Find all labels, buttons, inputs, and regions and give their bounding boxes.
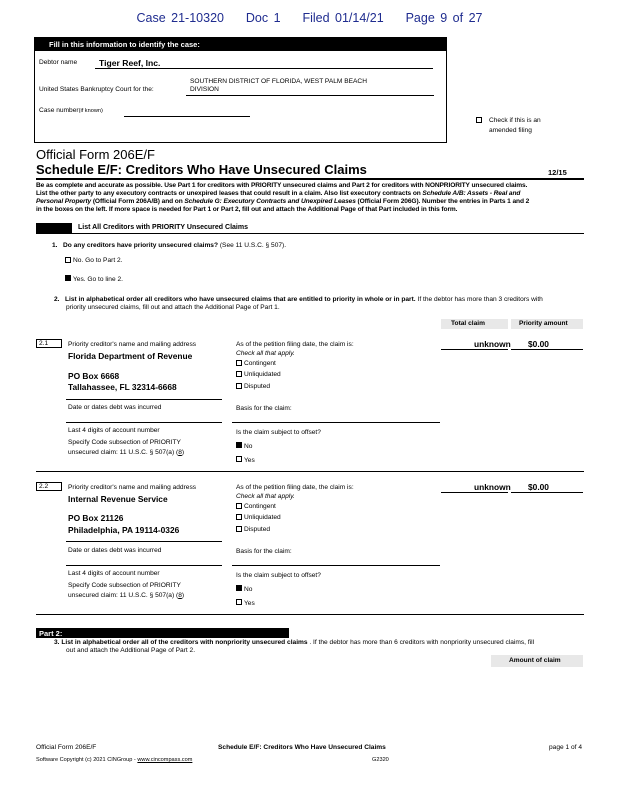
offset-no-label: No — [244, 443, 253, 450]
form-revision: 12/15 — [548, 168, 567, 177]
amended-filing-label-1: Check if this is an — [489, 117, 541, 124]
intro-line-4: in the boxes on the left. If more space is needed for Part 1 or Part 2, fill out and attach the Additional Page of that Part included in this form. — [36, 206, 458, 213]
disputed-checkbox[interactable] — [236, 383, 242, 389]
q1-no-checkbox[interactable] — [65, 257, 71, 263]
part1-bar — [36, 223, 72, 233]
creditor-separator — [36, 614, 584, 615]
intro-line-1: Be as complete and accurate as possible. Use Part 1 for creditors with PRIORITY unsecured claims and Part 2 for creditors with NONPRIORITY unsecured claims. — [36, 182, 528, 189]
part2-bar — [36, 628, 289, 638]
q1-no-label: No. Go to Part 2. — [73, 257, 123, 264]
part2-bar-label: Part 2: — [39, 629, 63, 638]
unliquidated-checkbox[interactable] — [236, 371, 242, 377]
code-subsection-line1: Specify Code subsection of PRIORITY — [68, 582, 181, 589]
court-value-line1: SOUTHERN DISTRICT OF FLORIDA, WEST PALM BEACH — [190, 78, 367, 85]
footer-code: G2320 — [372, 757, 389, 763]
filed-date-header: Filed 01/14/21 — [302, 11, 384, 25]
amended-filing-label-2: amended filing — [489, 127, 532, 134]
total-claim-rule — [441, 349, 508, 350]
part1-heading: List All Creditors with PRIORITY Unsecured Claims — [78, 224, 248, 231]
priority-amount-rule — [511, 349, 583, 350]
creditor-address-1: PO Box 21126 — [68, 513, 124, 523]
creditor-name-label: Priority creditor's name and mailing address — [68, 341, 197, 348]
creditor-number-box: 2.1 — [36, 339, 62, 348]
unliquidated-label: Unliquidated — [244, 371, 281, 378]
identify-case-bar — [35, 38, 446, 51]
question-1: 1. Do any creditors have priority unsecured claims? (See 11 U.S.C. § 507). — [52, 242, 287, 249]
priority-amount-value: $0.00 — [528, 339, 549, 349]
offset-no-checkbox[interactable] — [236, 585, 242, 591]
question-3-line1: 3. List in alphabetical order all of the creditors with nonpriority unsecured claims . If the debtor has more than 6 creditors with nonpriority unsecured claims, fill — [54, 639, 535, 646]
date-incurred-label: Date or dates debt was incurred — [68, 547, 162, 554]
total-claim-value: unknown — [474, 339, 511, 349]
basis-rule — [232, 422, 440, 423]
unliquidated-label: Unliquidated — [244, 514, 281, 521]
offset-yes-checkbox[interactable] — [236, 456, 242, 462]
code-subsection-line2: unsecured claim: 11 U.S.C. § 507(a) (8) — [68, 592, 185, 599]
footer-form-title: Schedule E/F: Creditors Who Have Unsecured Claims — [218, 744, 386, 751]
date-incurred-rule — [66, 422, 222, 423]
amended-filing-checkbox[interactable] — [476, 117, 482, 123]
creditor-address-rule — [66, 541, 222, 542]
creditor-name-label: Priority creditor's name and mailing address — [68, 484, 197, 491]
priority-amount-header: Priority amount — [519, 320, 568, 327]
priority-amount-value: $0.00 — [528, 482, 549, 492]
total-claim-header: Total claim — [451, 320, 485, 327]
basis-label: Basis for the claim: — [236, 405, 292, 412]
creditor-name: Florida Department of Revenue — [68, 351, 193, 361]
intro-line-2: List the other party to any executory contracts or unexpired leases that could result in a claim. Also list executory contracts on Schedule A/B: Assets - Real and — [36, 190, 521, 197]
contingent-label: Contingent — [244, 360, 276, 367]
creditor-address-rule — [66, 399, 222, 400]
form-title: Schedule E/F: Creditors Who Have Unsecured Claims — [36, 162, 367, 177]
footer-copyright: Software Copyright (c) 2021 CINGroup - www.cincompass.com — [36, 757, 193, 763]
identify-case-bar-label: Fill in this information to identify the case: — [49, 40, 200, 49]
disputed-label: Disputed — [244, 383, 271, 390]
footer-page-number: page 1 of 4 — [549, 744, 582, 751]
total-claim-value: unknown — [474, 482, 511, 492]
unliquidated-checkbox[interactable] — [236, 514, 242, 520]
debtor-name-value: Tiger Reef, Inc. — [99, 58, 161, 68]
q1-yes-label: Yes. Go to line 2. — [73, 276, 123, 283]
creditor-address-2: Tallahassee, FL 32314-6668 — [68, 382, 177, 392]
contingent-checkbox[interactable] — [236, 503, 242, 509]
offset-label: Is the claim subject to offset? — [236, 572, 321, 579]
priority-amount-rule — [511, 492, 583, 493]
disputed-checkbox[interactable] — [236, 526, 242, 532]
last4-label: Last 4 digits of account number — [68, 427, 160, 434]
debtor-name-label: Debtor name — [39, 59, 78, 66]
date-incurred-label: Date or dates debt was incurred — [68, 404, 162, 411]
code-subsection-line1: Specify Code subsection of PRIORITY — [68, 439, 181, 446]
question-3-line2: out and attach the Additional Page of Part 2. — [66, 647, 196, 654]
title-rule — [36, 178, 584, 180]
creditor-address-1: PO Box 6668 — [68, 371, 120, 381]
offset-no-label: No — [244, 586, 253, 593]
petition-date-label: As of the petition filing date, the claim is: — [236, 341, 354, 348]
creditor-address-2: Philadelphia, PA 19114-0326 — [68, 525, 180, 535]
total-claim-rule — [441, 492, 508, 493]
court-value-line2: DIVISION — [190, 86, 219, 93]
basis-rule — [232, 565, 440, 566]
contingent-label: Contingent — [244, 503, 276, 510]
q1-yes-checkbox[interactable] — [65, 275, 71, 281]
amount-of-claim-header: Amount of claim — [509, 657, 561, 664]
check-all-label: Check all that apply. — [236, 493, 295, 500]
case-number-field[interactable] — [124, 116, 250, 117]
code-subsection-line2: unsecured claim: 11 U.S.C. § 507(a) (8) — [68, 449, 185, 456]
part1-rule — [36, 233, 584, 234]
court-underline — [186, 95, 434, 96]
case-number-header: Case 21-10320 — [136, 11, 224, 25]
basis-label: Basis for the claim: — [236, 548, 292, 555]
contingent-checkbox[interactable] — [236, 360, 242, 366]
offset-yes-checkbox[interactable] — [236, 599, 242, 605]
petition-date-label: As of the petition filing date, the claim is: — [236, 484, 354, 491]
cincompass-link[interactable]: www.cincompass.com — [137, 757, 193, 763]
creditor-number-box: 2.2 — [36, 482, 62, 491]
creditor-name: Internal Revenue Service — [68, 494, 168, 504]
court-label: United States Bankruptcy Court for the: — [39, 86, 154, 93]
debtor-name-underline — [95, 68, 433, 69]
check-all-label: Check all that apply. — [236, 350, 295, 357]
last4-label: Last 4 digits of account number — [68, 570, 160, 577]
footer-form-name: Official Form 206E/F — [36, 744, 97, 751]
case-number-label: Case number(if known) — [39, 107, 103, 114]
doc-number-header: Doc 1 — [245, 11, 281, 25]
date-incurred-rule — [66, 565, 222, 566]
form-name: Official Form 206E/F — [36, 147, 155, 162]
court-header — [0, 11, 619, 25]
offset-yes-label: Yes — [244, 600, 255, 607]
intro-line-3: Personal Property (Official Form 206A/B) and on Schedule G: Executory Contracts and Unexpired Leases (Official Form 206G). Number the entries in Parts 1 and 2 — [36, 198, 530, 205]
page-count-header: Page 9 of 27 — [405, 11, 483, 25]
offset-yes-label: Yes — [244, 457, 255, 464]
offset-label: Is the claim subject to offset? — [236, 429, 321, 436]
offset-no-checkbox[interactable] — [236, 442, 242, 448]
question-2-line1: 2. List in alphabetical order all creditors who have unsecured claims that are entitled to priority in whole or in part. If the debtor has more than 3 creditors with — [54, 296, 543, 303]
creditor-separator — [36, 471, 584, 472]
question-2-line2: priority unsecured claims, fill out and attach the Additional Page of Part 1. — [66, 304, 280, 311]
disputed-label: Disputed — [244, 526, 271, 533]
